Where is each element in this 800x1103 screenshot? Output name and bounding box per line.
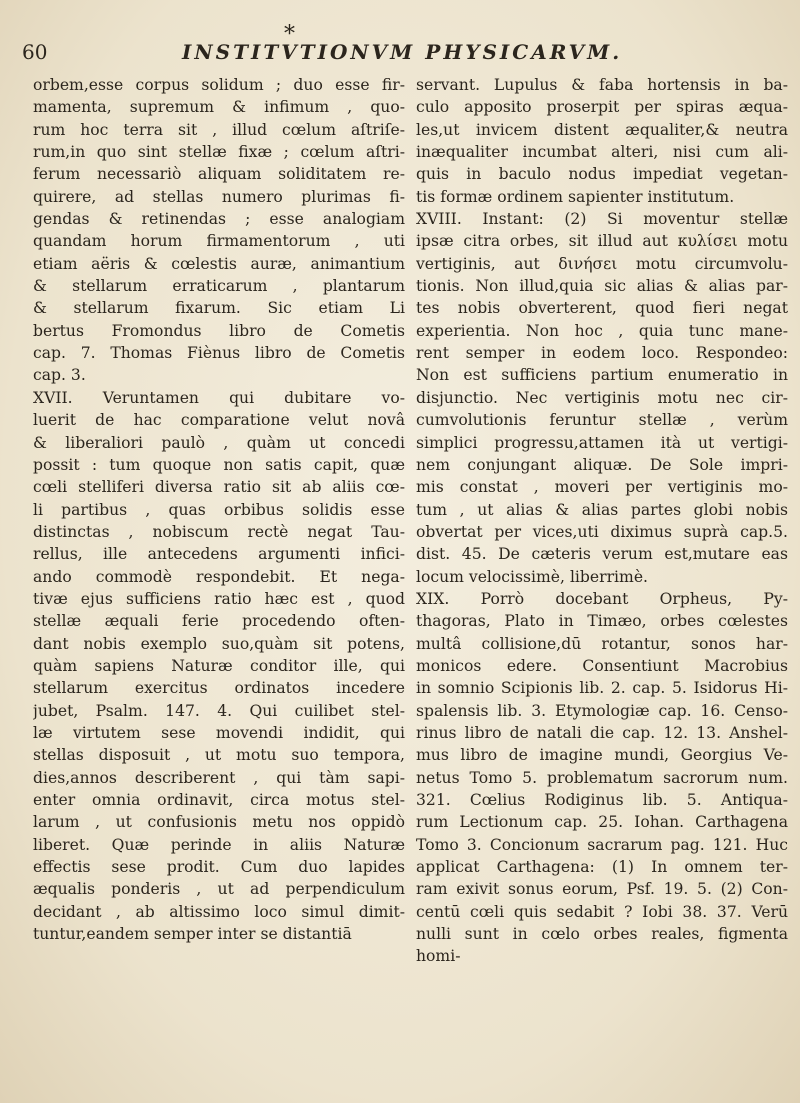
- text-line: locum velocissimè, liberrimè.: [416, 567, 649, 586]
- text-line: tum , ut alias & alias partes globi nobis: [416, 500, 788, 519]
- text-line: liberet. Quæ perinde in aliis Naturæ: [33, 835, 405, 854]
- text-line: possit : tum quoque non satis capit, quæ: [33, 455, 405, 474]
- text-line: obvertat per vices,uti diximus suprà cap.5.: [416, 522, 788, 541]
- text-line: tionis. Non illud,quia sic alias & alias par-: [416, 277, 788, 296]
- text-line: monicos edere. Consentiunt Macrobius: [416, 656, 788, 675]
- text-line: decidant , ab altissimo loco simul dimit-: [33, 902, 405, 921]
- text-line: li partibus , quas orbibus solidis esse: [33, 500, 405, 519]
- text-line: in somnio Scipionis lib. 2. cap. 5. Isidorus Hi-: [416, 679, 788, 698]
- text-line: enter omnia ordinavit, circa motus stel-: [33, 791, 405, 809]
- text-line: thagoras, Plato in Timæo, orbes cœlestes: [416, 612, 788, 631]
- text-line: dant nobis exemplo suo,quàm sit potens,: [33, 634, 405, 653]
- text-line: rent semper in eodem loco. Respondeo:: [416, 344, 788, 363]
- signature-mark: *: [284, 22, 295, 47]
- text-line: cumvolutionis feruntur stellæ , verùm: [416, 411, 788, 430]
- text-line: mamenta, supremum & infimum , quo-: [33, 98, 405, 117]
- text-line: cap. 7. Thomas Fiènus libro de Cometis: [33, 344, 405, 363]
- text-line: servant. Lupulus & faba hortensis in ba-: [416, 76, 788, 94]
- text-line: quis in baculo nodus impediat vegetan-: [416, 165, 788, 184]
- text-line: stellarum exercitus ordinatos incedere: [33, 679, 405, 698]
- text-line: tivæ ejus sufficiens ratio hæc est , quod: [33, 589, 405, 608]
- page-number: 60: [22, 40, 48, 64]
- text-line: Tomo 3. Concionum sacrarum pag. 121. Huc: [416, 835, 788, 854]
- text-line: etiam aëris & cœlestis auræ, animantium: [33, 254, 405, 273]
- text-line: gendas & retinendas ; esse analogiam: [33, 210, 405, 229]
- text-line: les,ut invicem distent æqualiter,& neutra: [416, 120, 788, 139]
- text-line: effectis sese prodit. Cum duo lapides: [33, 858, 405, 877]
- text-line: rinus libro de natali die cap. 12. 13. Anshel-: [416, 723, 788, 742]
- text-line: bertus Fromondus libro de Cometis: [33, 321, 405, 340]
- text-line: nulli sunt in cœlo orbes reales, figmenta: [416, 925, 788, 944]
- text-line: tis formæ ordinem sapienter institutum.: [416, 187, 735, 206]
- text-line: quàm sapiens Naturæ conditor ille, qui: [33, 656, 405, 675]
- text-line: læ virtutem sese movendi indidit, qui: [33, 723, 405, 742]
- text-line: tes nobis obverterent, quod fieri negat: [416, 299, 788, 318]
- running-title: INSTITVTIONVM PHYSICARVM.: [182, 40, 623, 64]
- text-line: stellæ æquali ferie procedendo often-: [33, 612, 405, 631]
- text-line: rum Lectionum cap. 25. Iohan. Carthagena: [416, 813, 788, 832]
- text-line: ram exivit sonus eorum, Psf. 19. 5. (2) Con-: [416, 880, 788, 899]
- text-line: quirere, ad stellas numero plurimas fi-: [33, 187, 405, 206]
- text-line: XVII. Veruntamen qui dubitare vo-: [33, 388, 405, 407]
- text-line: stellas disposuit , ut motu suo tempora,: [33, 746, 405, 765]
- text-line: rellus, ille antecedens argumenti infici-: [33, 545, 405, 564]
- text-line: 321. Cœlius Rodiginus lib. 5. Antiqua-: [416, 791, 788, 809]
- text-line: netus Tomo 5. problematum sacrorum num.: [416, 768, 788, 787]
- text-line: multâ collisione,dū rotantur, sonos har-: [416, 634, 788, 653]
- text-line: XVIII. Instant: (2) Si moventur stellæ: [416, 210, 788, 229]
- text-line: homi-: [416, 947, 461, 966]
- text-line: quandam horum firmamentorum , uti: [33, 232, 405, 251]
- text-line: distinctas , nobiscum rectè negat Tau-: [33, 522, 405, 541]
- text-line: larum , ut confusionis metu nos oppidò: [33, 813, 405, 832]
- text-line: XIX. Porrò docebant Orpheus, Py-: [416, 589, 788, 608]
- text-line: experientia. Non hoc , quia tunc mane-: [416, 321, 788, 340]
- text-line: centū cœli quis sedabit ? Iobi 38. 37. Verū: [416, 902, 788, 921]
- text-line: simplici progressu,attamen ità ut vertigi-: [416, 433, 788, 452]
- text-line: æqualis ponderis , ut ad perpendiculum: [33, 880, 405, 899]
- text-line: ando commodè respondebit. Et nega-: [33, 567, 405, 586]
- text-line: Non est sufficiens partium enumeratio in: [416, 366, 788, 385]
- text-line: vertiginis, aut δινήσει motu circumvolu-: [416, 254, 788, 273]
- text-line: disjunctio. Nec vertiginis motu nec cir-: [416, 388, 788, 407]
- text-line: spalensis lib. 3. Etymologiæ cap. 16. Censo-: [416, 701, 788, 720]
- text-line: rum hoc terra sit , illud cœlum aſtriſe-: [33, 120, 405, 139]
- text-line: inæqualiter incumbat alteri, nisi cum ali-: [416, 143, 788, 162]
- left-text-column: [33, 74, 405, 945]
- text-line: & liberaliori paulò , quàm ut concedi: [33, 433, 405, 452]
- text-line: ipsæ citra orbes, sit illud aut κυλίσει motu: [416, 232, 788, 251]
- text-line: dies,annos describerent , qui tàm sapi-: [33, 768, 405, 787]
- text-line: & stellarum fixarum. Sic etiam Li: [33, 299, 405, 318]
- text-line: luerit de hac comparatione velut novâ: [33, 411, 405, 430]
- text-line: mus libro de imagine mundi, Georgius Ve-: [416, 746, 788, 765]
- text-line: mis constat , moveri per vertiginis mo-: [416, 478, 788, 497]
- text-line: & stellarum erraticarum , plantarum: [33, 277, 405, 296]
- text-line: tuntur,eandem semper inter se distantiā: [33, 925, 352, 944]
- text-line: jubet, Psalm. 147. 4. Qui cuilibet stel-: [33, 701, 405, 720]
- text-line: cœli stelliferi diversa ratio sit ab aliis cœ-: [33, 478, 405, 497]
- text-line: applicat Carthagena: (1) In omnem ter-: [416, 858, 788, 877]
- text-line: cap. 3.: [33, 366, 86, 385]
- text-line: rum,in quo sint stellæ fixæ ; cœlum aſtri-: [33, 143, 405, 162]
- text-line: culo apposito proserpit per spiras æqua-: [416, 98, 788, 117]
- right-text-column: [416, 74, 788, 968]
- text-line: orbem,esse corpus solidum ; duo esse fir-: [33, 76, 405, 94]
- text-line: dist. 45. De cæteris verum est,mutare eas: [416, 545, 788, 564]
- text-line: nem conjungant aliquæ. De Sole impri-: [416, 455, 788, 474]
- text-line: ferum necessariò aliquam soliditatem re-: [33, 165, 405, 184]
